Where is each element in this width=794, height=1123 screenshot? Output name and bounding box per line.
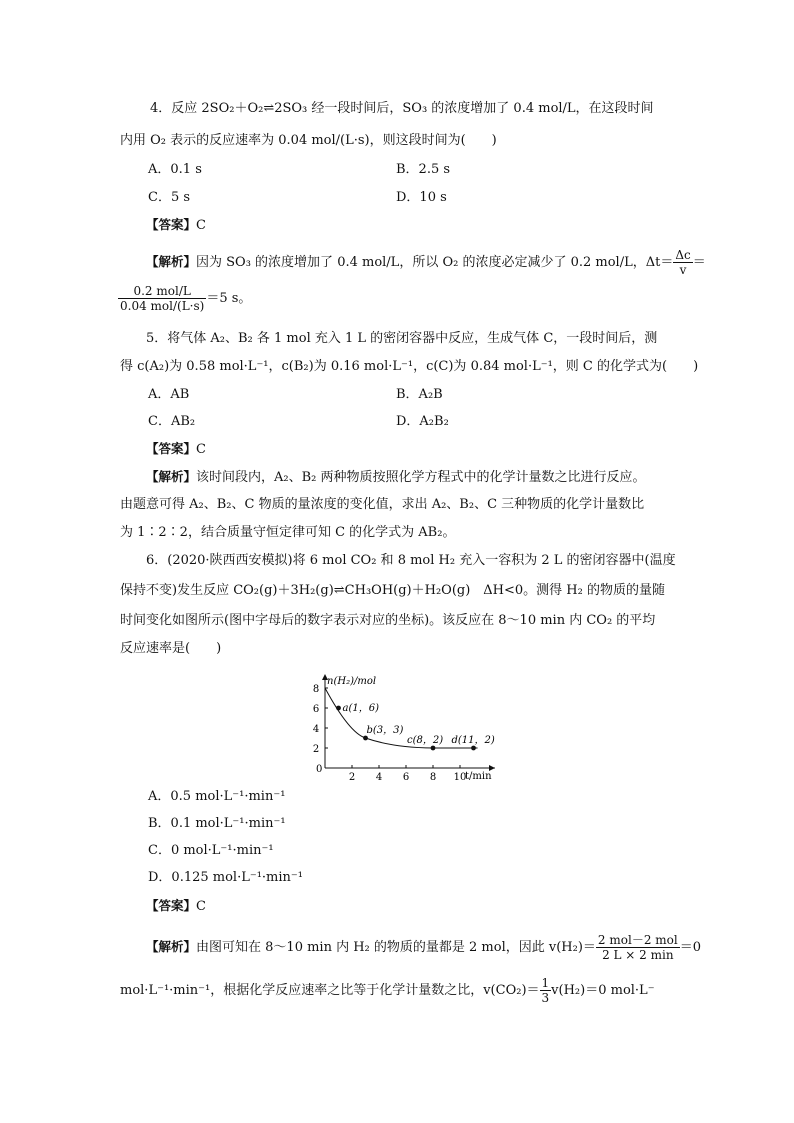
answer-label: 【答案】 <box>146 441 197 456</box>
q4-answer <box>146 216 206 235</box>
q6-answer <box>146 897 206 916</box>
q6-option-d: D．0.125 mol·L⁻¹·min⁻¹ <box>148 870 303 885</box>
y-axis-label: n(H₂)/mol <box>327 676 377 687</box>
fraction-denominator: v <box>679 263 687 277</box>
q4-analysis-line1 <box>146 248 706 277</box>
fraction-denominator: 3 <box>541 991 550 1005</box>
fraction-denominator: 0.04 mol/(L·s) <box>120 299 205 313</box>
fraction-numerator: 0.2 mol/L <box>118 284 206 299</box>
q5-analysis-line2: 由题意可得 A₂、B₂、C 物质的量浓度的变化值，求出 A₂、B₂、C 三种物质的化学计量数比 <box>120 497 645 512</box>
data-point <box>336 706 341 711</box>
answer-label: 【答案】 <box>146 898 197 913</box>
x-axis-label: t/min <box>465 771 492 780</box>
point-label: d(11，2) <box>451 735 495 746</box>
q4-option-d: D．10 s <box>396 190 447 205</box>
q6-option-a: A．0.5 mol·L⁻¹·min⁻¹ <box>148 789 286 804</box>
q6-analysis-line2 <box>120 976 655 1005</box>
point-label: b(3，3) <box>366 725 404 736</box>
q4-stem-line1: 4．反应 2SO₂＋O₂⇌2SO₃ 经一段时间后，SO₃ 的浓度增加了 0.4 mol/L，在这段时间 <box>150 101 654 116</box>
analysis-text: 因为 SO₃ 的浓度增加了 0.4 mol/L，所以 O₂ 的浓度必定减少了 0.2 mol/L，Δt＝ <box>196 255 674 270</box>
h2-amount-chart <box>300 660 520 780</box>
q4-stem-line2: 内用 O₂ 表示的反应速率为 0.04 mol/(L·s)，则这段时间为( ) <box>120 133 497 148</box>
q6-option-b: B．0.1 mol·L⁻¹·min⁻¹ <box>148 816 286 831</box>
y-tick-label: 4 <box>312 724 320 735</box>
q6-analysis-line1 <box>146 933 701 962</box>
fraction-denominator: 2 L × 2 min <box>602 948 674 962</box>
answer-value: C <box>196 218 206 233</box>
fraction-numerator: Δc <box>675 248 691 262</box>
q6-stem-line2: 保持不变)发生反应 CO₂(g)＋3H₂(g)⇌CH₃OH(g)＋H₂O(g) ΔH<0。测得 H₂ 的物质的量随 <box>120 583 665 598</box>
equals-sign: ＝ <box>692 255 706 270</box>
point-label: c(8，2) <box>407 735 444 746</box>
data-point <box>431 746 436 751</box>
fraction-one-third <box>540 976 552 1005</box>
y-tick-label: 8 <box>312 684 320 695</box>
analysis-label: 【解析】 <box>146 939 197 954</box>
x-tick-label: 2 <box>348 772 356 780</box>
fraction-rate <box>596 933 680 962</box>
data-point <box>471 746 476 751</box>
data-point <box>363 736 368 741</box>
q5-option-a: A．AB <box>148 387 190 402</box>
analysis-label: 【解析】 <box>146 254 197 269</box>
fraction-dc-v <box>673 248 692 277</box>
q5-option-d: D．A₂B₂ <box>396 414 449 429</box>
equals-zero: ＝0 <box>679 940 701 955</box>
origin-label: 0 <box>316 764 323 775</box>
analysis-text: 由图可知在 8～10 min 内 H₂ 的物质的量都是 2 mol，因此 v(H₂)＝ <box>196 940 596 955</box>
fraction-numerator: 1 <box>541 976 550 990</box>
q4-analysis-line2 <box>118 284 251 313</box>
analysis-tail: ＝5 s。 <box>206 291 252 306</box>
q4-option-a: A．0.1 s <box>148 162 202 177</box>
x-tick-label: 4 <box>375 772 383 780</box>
x-tick-label: 10 <box>453 772 467 780</box>
analysis-text: 该时间段内，A₂、B₂ 两种物质按照化学方程式中的化学计量数之比进行反应。 <box>196 470 646 485</box>
q6-stem-line4: 反应速率是( ) <box>120 641 222 656</box>
q4-option-b: B．2.5 s <box>396 162 451 177</box>
analysis-label: 【解析】 <box>146 469 197 484</box>
q5-stem-line2: 得 c(A₂)为 0.58 mol·L⁻¹，c(B₂)为 0.16 mol·L⁻¹，c(C)为 0.84 mol·L⁻¹，则 C 的化学式为( ) <box>120 359 699 374</box>
point-label: a(1，6) <box>342 703 379 714</box>
analysis-text: mol·L⁻¹·min⁻¹，根据化学反应速率之比等于化学计量数之比，v(CO₂)＝ <box>120 983 540 998</box>
answer-value: C <box>196 442 206 457</box>
answer-value: C <box>196 899 206 914</box>
q5-analysis-line1 <box>146 468 646 487</box>
q5-answer <box>146 440 206 459</box>
q5-stem-line1: 5．将气体 A₂、B₂ 各 1 mol 充入 1 L 的密闭容器中反应，生成气体 C，一段时间后，测 <box>146 331 658 346</box>
answer-label: 【答案】 <box>146 217 197 232</box>
analysis-text-tail: v(H₂)＝0 mol·L⁻ <box>551 983 655 998</box>
x-tick-label: 6 <box>402 772 410 780</box>
fraction-value <box>118 284 206 313</box>
q6-stem-line3: 时间变化如图所示(图中字母后的数字表示对应的坐标)。该反应在 8～10 min 内 CO₂ 的平均 <box>120 613 656 628</box>
q6-option-c: C．0 mol·L⁻¹·min⁻¹ <box>148 843 274 858</box>
q6-stem-line1: 6．(2020·陕西西安模拟)将 6 mol CO₂ 和 8 mol H₂ 充入一容积为 2 L 的密闭容器中(温度 <box>146 553 676 568</box>
y-tick-label: 6 <box>312 704 320 715</box>
q5-option-c: C．AB₂ <box>148 414 196 429</box>
q4-option-c: C．5 s <box>148 190 191 205</box>
q5-option-b: B．A₂B <box>396 387 443 402</box>
x-tick-label: 8 <box>429 772 437 780</box>
y-tick-label: 2 <box>312 744 320 755</box>
fraction-numerator: 2 mol－2 mol <box>597 933 678 947</box>
q5-analysis-line3: 为 1∶2∶2，结合质量守恒定律可知 C 的化学式为 AB₂。 <box>120 525 456 540</box>
